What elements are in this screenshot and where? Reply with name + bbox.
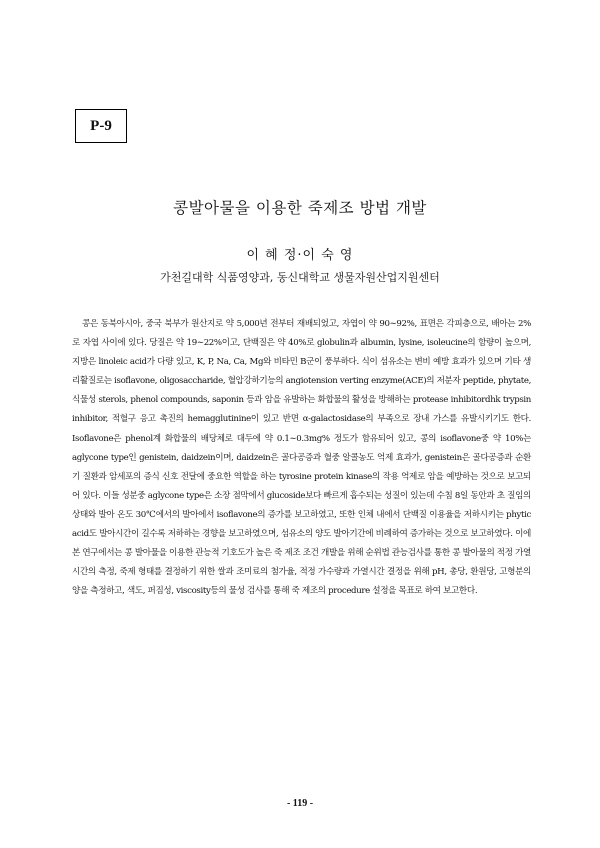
poster-label: P-9: [75, 109, 127, 143]
abstract-body: 콩은 동북아시아, 중국 북부가 원산지로 약 5,000년 전부터 재배되었고, 자엽이 약 90∼92%, 표면은 각피층으로, 배아는 2%로 자엽 사이에 있다. 당질은 약 19∼22%이고, 단백질은 약 40%로 globulin과 albumin, lysine, isoleucine의 함량이 높으며, 지방은 linoleic acid가 다량 있고, K, P, Na, Ca, Mg와 비타민 B군이 풍부하다. 식이 섬유소는 변비 예방 효과가 있으며 기타 생리활질로는 isoflavone, oligosaccharide, 혈압강하기능의 angiotension verting enzyme(ACE)의 저분자 peptide, phytate, 식물성 sterols, phenol compounds, saponin 등과 암을 유발하는 화합물의 활성을 방해하는 protease inhibitordhk trypsin inhibitor, 적혈구 응고 촉진의 hemagglutinine이 있고 반면 α-galactosidase의 부족으로 장내 가스를 유발시키기도 한다. Isoflavone은 phenol계 화합물의 배당체로 대두에 약 0.1∼0.3mg% 정도가 함유되어 있고, 콩의 isoflavone중 약 10%는 aglycone type인 genistein, daidzein이며, daidzein은 골다공증과 혈중 알콜농도 억제 효과가, genistein은 골다공증과 순환기 질환과 암세포의 증식 신호 전달에 중요한 역할을 하는 tyrosine protein kinase의 작용 억제로 암을 예방하는 것으로 보고되어 있다. 이들 성분중 aglycone type은 소장 점막에서 glucoside보다 빠르게 흡수되는 성질이 있는데 수침 8일 동안과 초 질임의 상태와 발아 온도 30℃에서의 발아에서 isoflavone의 증가를 보고하였고, 또한 인체 내에서 단백질 이용율을 저하시키는 phytic acid도 발아시간이 길수록 저하하는 경향을 보고하였으며, 섬유소의 양도 발아기간에 비례하여 증가하는 것으로 보고하였다. 이에 본 연구에서는 콩 발아물을 이용한 관능적 기호도가 높은 죽 제조 조건 개발을 위해 순위법 관능검사를 통한 콩 발아물의 적정 가열시간의 측정, 죽제 형태를 결정하기 위한 쌀과 조미료의 첨가율, 적정 가수량과 가열시간 결정을 위해 pH, 총당, 환원당, 고형분의 양을 측정하고, 색도, 퍼짐성, viscosity등의 물성 검사를 통해 죽 제조의 procedure 설정을 목표로 하여 보고한다.: [72, 319, 531, 597]
page-number: - 119 -: [286, 798, 314, 809]
authors: 이 혜 정·이 숙 영: [246, 248, 354, 263]
affiliation: 가천길대학 식품영양과, 동신대학교 생물자원산업지원센터: [160, 271, 440, 284]
paper-title: 콩발아물을 이용한 죽제조 방법 개발: [173, 199, 427, 217]
